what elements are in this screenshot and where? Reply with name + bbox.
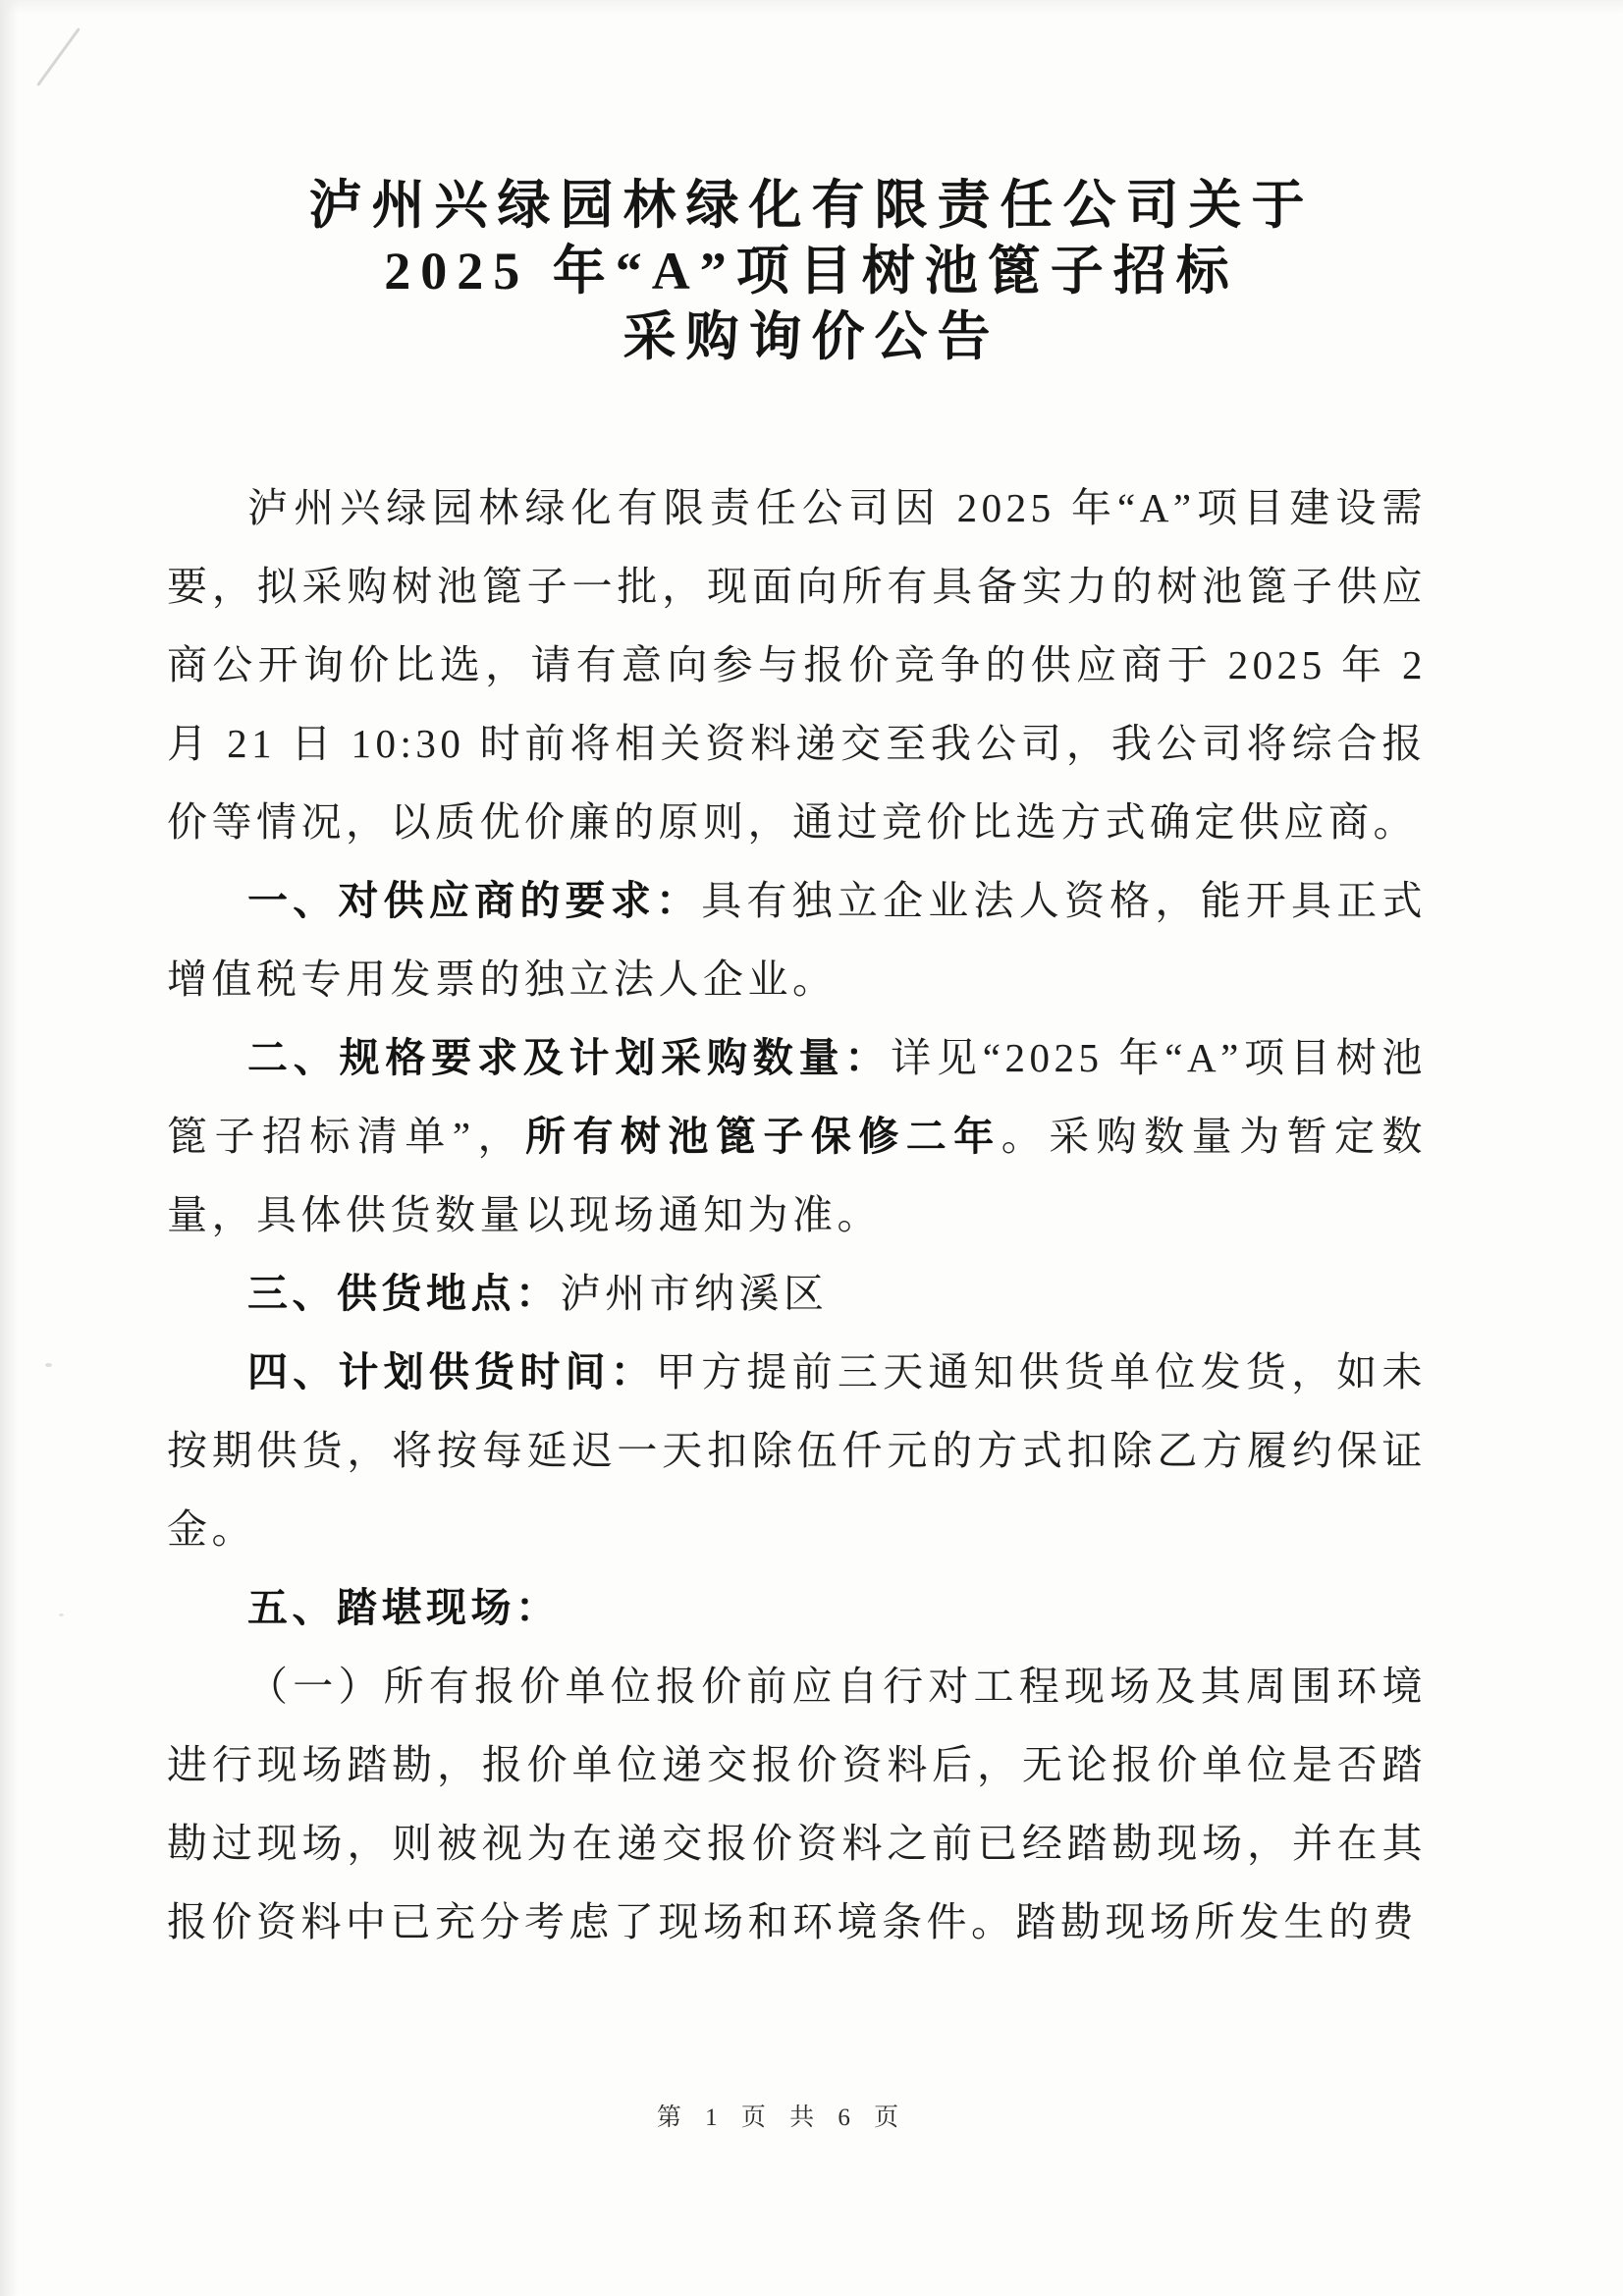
- text-run: 具有独立企业法人资格，能开具正式增值税专用发票的独立法人企业。: [167, 878, 1428, 1002]
- page-footer: 第 1 页 共 6 页: [656, 2105, 908, 2131]
- paragraph: [167, 1647, 1427, 1961]
- text-run: 甲方提前三天通知供货单位发货，如未按期供货，将按每延迟一天扣除伍仟元的方式扣除乙方履约保证金。: [167, 1349, 1428, 1552]
- document-body: [0, 468, 1623, 1961]
- paragraph: [167, 1254, 1427, 1333]
- text-run: 。采购数量为暂定数量，具体供货数量以现场通知为准。: [167, 1114, 1428, 1237]
- scan-speck: [45, 1363, 52, 1367]
- text-run-bold: 二、规格要求及计划采购数量：: [247, 1035, 892, 1080]
- title-line-2: 2025 年“A”项目树池篦子招标: [384, 242, 1239, 301]
- text-run-bold: 一、对供应商的要求：: [247, 878, 702, 923]
- title-line-1: 泸州兴绿园林绿化有限责任公司关于: [308, 176, 1315, 235]
- text-run: 详见“2025 年“A”项目树池篦子招标清单”，: [167, 1035, 1428, 1159]
- paragraph: [167, 1018, 1427, 1254]
- text-run: 泸州兴绿园林绿化有限责任公司因 2025 年“A”项目建设需要，拟采购树池篦子一批，现面向所有具备实力的树池篦子供应商公开询价比选，请有意向参与报价竞争的供应商于 2025 年 2 月 21 日 10:30 时前将相关资料递交至我公司，我公司将综合报价等情况，以质优价廉的原则，通过竞价比选方式确定供应商。: [167, 485, 1427, 845]
- document-title: [0, 0, 1623, 370]
- paragraph: [167, 1568, 1427, 1647]
- text-run: （一）所有报价单位报价前应自行对工程现场及其周围环境进行现场踏勘，报价单位递交报价资料后，无论报价单位是否踏勘过现场，则被视为在递交报价资料之前已经踏勘现场，并在其报价资料中已充分考虑了现场和环境条件。踏勘现场所发生的费: [167, 1664, 1427, 1944]
- paragraph: [167, 1333, 1427, 1568]
- scan-speck: [59, 1613, 64, 1616]
- text-run-bold: 三、供货地点：: [247, 1271, 561, 1316]
- text-run-bold: 四、计划供货时间：: [247, 1349, 656, 1394]
- text-run-bold: 所有树池篦子保修二年: [524, 1114, 1001, 1159]
- title-line-3: 采购询价公告: [622, 307, 1001, 366]
- paragraph: [167, 861, 1427, 1018]
- paragraph: [167, 468, 1427, 861]
- text-run-bold: 五、踏堪现场：: [247, 1585, 561, 1630]
- text-run: 泸州市纳溪区: [560, 1271, 829, 1316]
